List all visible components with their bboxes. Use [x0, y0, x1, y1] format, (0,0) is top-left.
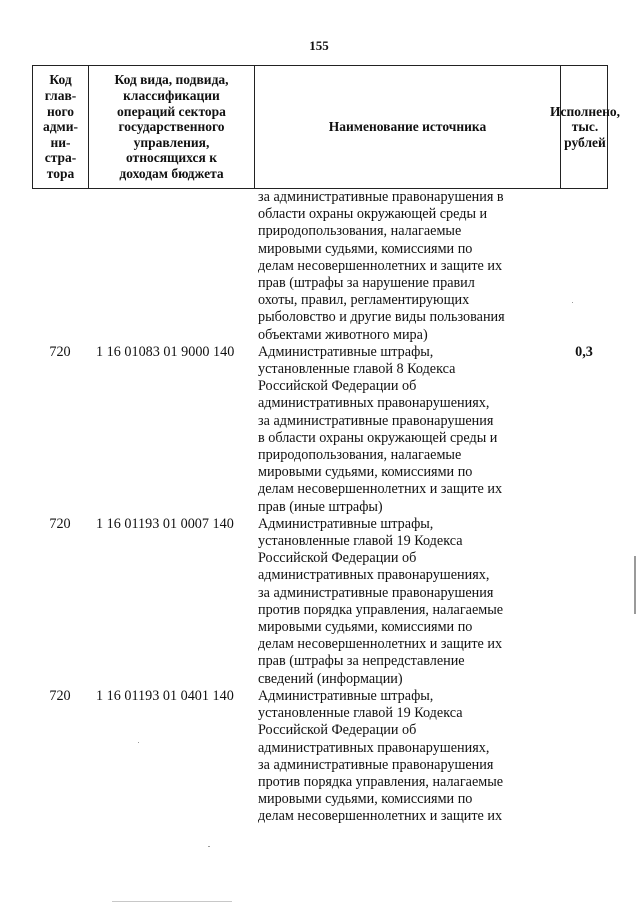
page-number: 155 — [309, 38, 329, 53]
table-row — [32, 516, 608, 688]
row-amount: 0,3 — [575, 343, 593, 360]
scan-artifact-dot — [208, 846, 210, 847]
table-header — [32, 65, 621, 189]
row-classification-code: 1 16 01193 01 0007 140 — [96, 515, 234, 532]
scan-artifact-bottom-streak — [112, 901, 232, 902]
header-source-name: Наименование источника — [255, 66, 561, 188]
header-classification-code: Код вида, подвида, классификации операций сектора государственного управления, относящихся к доходам бюджета — [89, 66, 255, 188]
table-row — [32, 344, 608, 516]
scan-artifact-right-edge — [634, 556, 636, 614]
table-body — [32, 189, 608, 826]
scan-artifact-dot — [572, 302, 573, 303]
row-source-name: Административные штрафы, установленные главой 19 Кодекса Российской Федерации об административных правонарушениях, за административные правонарушения против порядка управления, налагаемые мировыми судьями, комиссиями по делам несовершеннолетних и защите их — [258, 687, 504, 825]
row-source-name: за административные правонарушения в области охраны окружающей среды и природопользования, налагаемые мировыми судьями, комиссиями по делам несовершеннолетних и защите их прав (штрафы за нарушение правил охоты, правил, регламентирующих рыболовство и другие виды пользования объектами животного мира) — [258, 189, 505, 343]
row-admin-code: 720 — [49, 687, 71, 704]
row-admin-code: 720 — [49, 515, 71, 532]
scan-artifact-dot — [138, 742, 139, 743]
row-classification-code: 1 16 01193 01 0401 140 — [96, 687, 234, 704]
table-row — [32, 688, 608, 826]
header-admin-code: Код глав- ного адми- ни- стра- тора — [33, 66, 89, 188]
row-classification-code: 1 16 01083 01 9000 140 — [96, 343, 235, 360]
header-amount: Исполнено, тыс. рублей — [549, 103, 621, 150]
row-source-name: Административные штрафы, установленные главой 8 Кодекса Российской Федерации об административных правонарушениях, за административные правонарушения в области охраны окружающей среды и природопользования, налагаемые мировыми судьями, комиссиями по делам несовершеннолетних и защите их прав (иные штрафы) — [258, 343, 503, 515]
table-row — [32, 189, 608, 344]
row-source-name: Административные штрафы, установленные главой 19 Кодекса Российской Федерации об административных правонарушениях, за административные правонарушения против порядка управления, налагаемые мировыми судьями, комиссиями по делам несовершеннолетних и защите их прав (штрафы за непредставление сведений (информации) — [258, 515, 504, 687]
row-admin-code: 720 — [49, 343, 71, 360]
